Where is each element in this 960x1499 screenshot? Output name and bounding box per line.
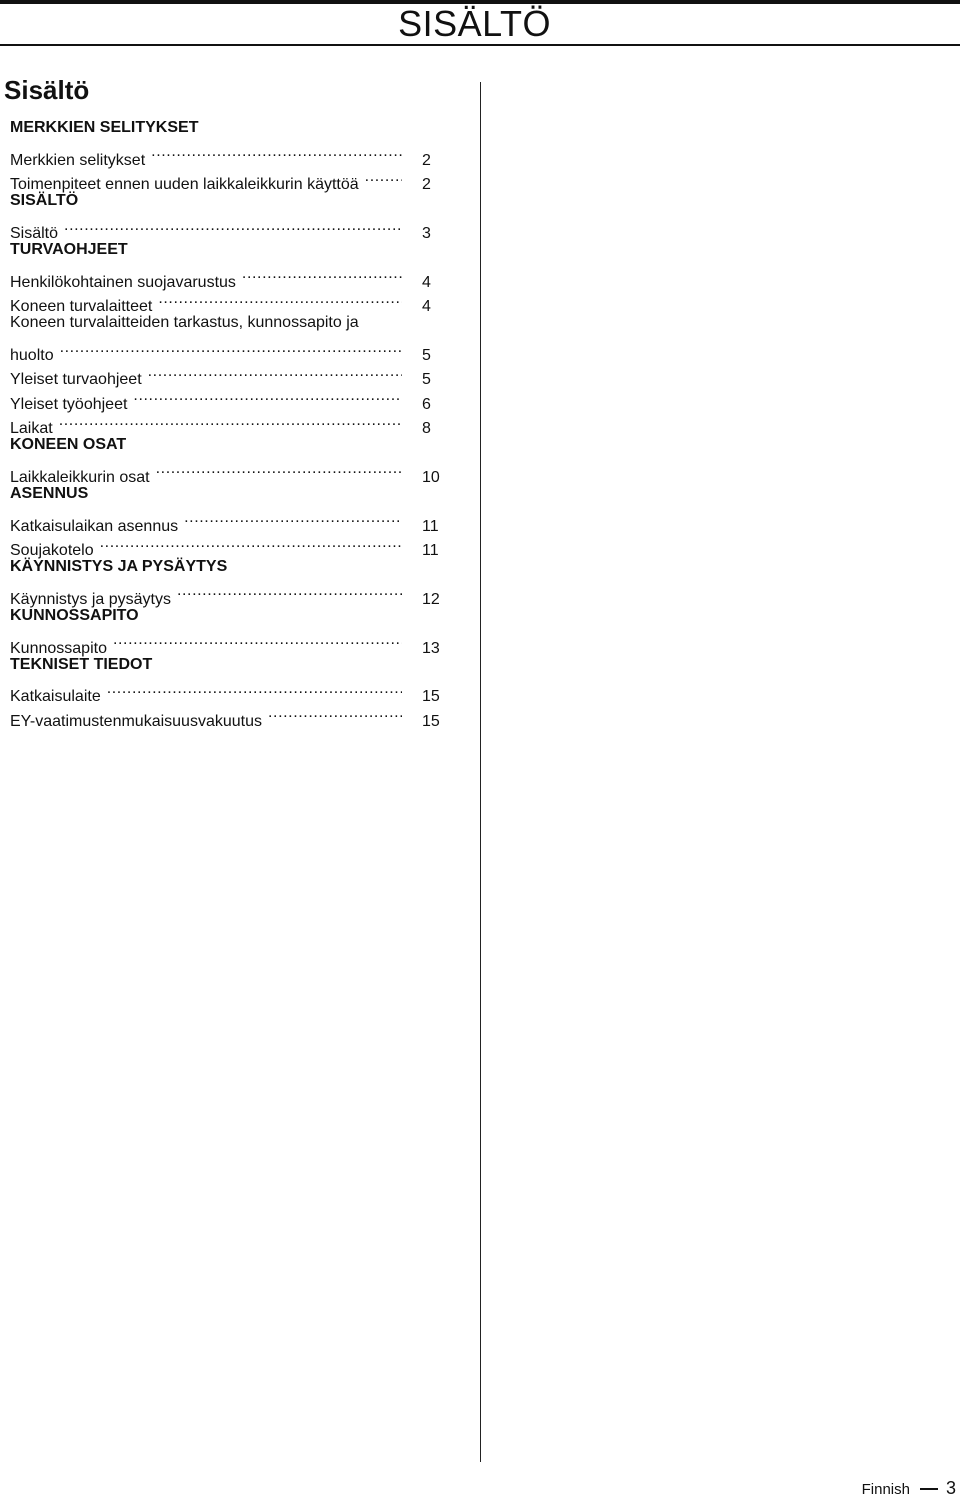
toc-entry-label: SISÄLTÖ — [10, 192, 79, 210]
toc-entry — [10, 457, 460, 486]
page-header-title: SISÄLTÖ — [398, 3, 551, 44]
toc-entry-label: Soujakotelo — [10, 542, 94, 560]
toc-entry — [10, 360, 460, 389]
toc-entry-label: Laikat — [10, 420, 53, 438]
toc-page-number: 4 — [422, 298, 431, 316]
toc-page-number: 2 — [422, 151, 431, 169]
toc-entry-label: Koneen turvalaitteet — [10, 298, 153, 316]
toc-entry — [10, 336, 460, 364]
column-divider — [480, 82, 481, 1462]
dot-leader — [133, 384, 402, 408]
toc-entry-label: Laikkaleikkurin osat — [10, 468, 150, 486]
toc-page-number: 11 — [422, 517, 439, 535]
toc-page-number: 15 — [422, 712, 440, 730]
toc-entry-label: Yleiset turvaohjeet — [10, 371, 142, 389]
toc-entry — [10, 579, 460, 608]
dot-leader — [148, 360, 402, 384]
toc-entry-label: Toimenpiteet ennen uuden laikkaleikkurin käyttöä — [10, 176, 359, 194]
table-of-contents — [10, 116, 460, 730]
toc-page-number: 8 — [422, 420, 431, 438]
toc-entry-label: Katkaisulaite — [10, 688, 101, 706]
toc-section-heading — [10, 238, 460, 262]
toc-entry-label: TEKNISET TIEDOT — [10, 655, 153, 673]
dot-leader — [177, 579, 402, 603]
section-heading: Sisältö — [4, 75, 90, 105]
toc-page-number: 13 — [422, 639, 440, 657]
toc-entry-label: huolto — [10, 346, 54, 364]
page-footer — [862, 1478, 956, 1499]
footer-language: Finnish — [861, 1481, 910, 1498]
toc-entry-label: Koneen turvalaitteiden tarkastus, kunnossapito ja — [10, 314, 359, 332]
toc-entry — [10, 677, 460, 706]
toc-entry-label: Katkaisulaikan asennus — [10, 517, 179, 535]
toc-entry-label: ASENNUS — [10, 484, 89, 502]
toc-page-number: 4 — [422, 273, 431, 291]
dot-leader — [60, 336, 402, 360]
toc-page-number: 10 — [422, 468, 440, 486]
toc-entry — [10, 409, 460, 438]
toc-entry-label: EY-vaatimustenmukaisuusvakuutus — [10, 712, 262, 730]
dot-leader — [158, 287, 402, 311]
toc-entry-continued — [10, 311, 460, 335]
toc-entry-label: Sisältö — [10, 224, 59, 242]
toc-entry-label: Yleiset työohjeet — [10, 395, 128, 413]
dot-leader — [151, 140, 402, 164]
toc-section-heading — [10, 433, 460, 457]
toc-entry — [10, 628, 460, 657]
dot-leader — [268, 701, 402, 725]
toc-entry-label: Kunnossapito — [10, 639, 107, 657]
toc-page-number: 3 — [422, 224, 431, 242]
dot-leader — [242, 262, 402, 286]
toc-entry-label: Henkilökohtainen suojavarustus — [10, 273, 236, 291]
toc-page-number: 2 — [422, 176, 431, 194]
toc-entry — [10, 214, 460, 242]
header-rule-bottom — [0, 44, 960, 46]
dot-leader — [113, 628, 402, 652]
dot-leader — [100, 531, 402, 555]
toc-page-number: 5 — [422, 371, 431, 389]
footer-dash — [920, 1488, 938, 1490]
toc-entry-label: Käynnistys ja pysäytys — [10, 590, 171, 608]
toc-entry-label: Merkkien selitykset — [10, 151, 146, 169]
dot-leader — [365, 165, 402, 189]
toc-page-number: 5 — [422, 346, 431, 364]
toc-entry — [10, 140, 460, 169]
dot-leader — [107, 677, 402, 701]
toc-entry-label: KUNNOSSAPITO — [10, 606, 139, 624]
toc-page-number: 6 — [422, 395, 431, 413]
toc-entry — [10, 262, 460, 291]
toc-section-heading — [10, 482, 460, 506]
dot-leader — [64, 214, 402, 238]
toc-page-number: 15 — [422, 688, 440, 706]
dot-leader — [184, 506, 402, 530]
toc-page-number: 11 — [422, 542, 439, 560]
toc-section-heading — [10, 604, 460, 628]
toc-page-number: 12 — [422, 590, 440, 608]
dot-leader — [59, 409, 402, 433]
toc-entry-label: KÄYNNISTYS JA PYSÄYTYS — [10, 558, 228, 576]
toc-entry-label: TURVAOHJEET — [10, 240, 128, 258]
toc-section-heading — [10, 116, 460, 140]
dot-leader — [156, 457, 402, 481]
toc-section-heading — [10, 555, 460, 579]
toc-entry-label: MERKKIEN SELITYKSET — [10, 119, 199, 136]
toc-entry-label: KONEEN OSAT — [10, 436, 127, 454]
footer-page-number: 3 — [945, 1478, 956, 1498]
toc-entry — [10, 506, 460, 535]
toc-section-heading — [10, 653, 460, 677]
